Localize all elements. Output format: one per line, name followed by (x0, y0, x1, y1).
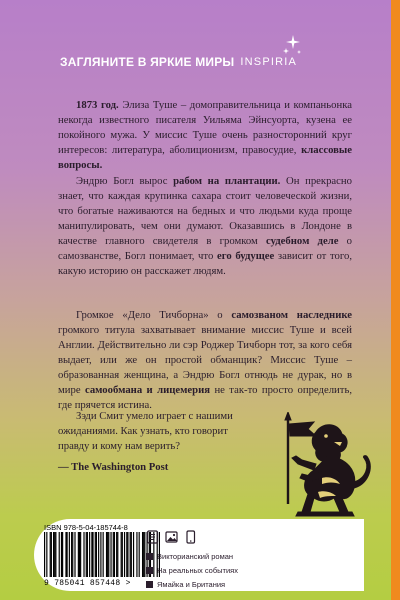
barcode-bar (91, 532, 92, 577)
barcode-bar (110, 532, 111, 577)
tag-item (146, 563, 238, 577)
text-run: Громкое «Дело Тичборна» о (76, 309, 232, 321)
annotation-paragraph-3 (58, 308, 352, 413)
quote-source: — The Washington Post (58, 461, 169, 473)
emphasis-text: рабом на плантации. (173, 175, 281, 187)
emphasis-text: самозваном наследнике (231, 309, 352, 321)
barcode-bar (74, 532, 75, 577)
tag-bullet-icon (146, 567, 153, 574)
image-icon (165, 530, 178, 544)
barcode-bar (107, 532, 108, 577)
barcode-bar (87, 532, 88, 577)
barcode-bar (59, 532, 60, 577)
barcode-bar (124, 532, 125, 577)
barcode-bar (139, 532, 140, 577)
review-quote (58, 409, 258, 475)
quote-text: Зэди Смит умело играет с нашими ожиданиями. Как узнать, кто говорит правду и кому нам верить? (58, 410, 233, 452)
emphasis-text: его будущее (216, 250, 275, 262)
barcode-block (44, 523, 162, 589)
tag-list (146, 549, 238, 591)
barcode-bar (53, 532, 54, 577)
tag-item (146, 549, 238, 563)
barcode-bar (127, 532, 128, 577)
barcode-bar (80, 532, 81, 577)
barcode-bar (114, 532, 115, 577)
series-tagline: ЗАГЛЯНИТЕ В ЯРКИЕ МИРЫ (60, 55, 235, 69)
barcode-bar (92, 532, 93, 577)
barcode-bar (46, 532, 47, 577)
barcode-bar (130, 532, 131, 577)
barcode-bar (79, 532, 80, 577)
barcode-bar (61, 532, 62, 577)
barcode-bar (69, 532, 70, 577)
text-run: Элиза Туше – домоправительница и компаньонка некогда известного писателя Уильяма Эйнсуорта, кузена ее покойного мужа. У миссис Туше очень разносторонний круг интересов: литература, аболиционизм, правосудие, (58, 99, 352, 156)
barcode-bar (106, 532, 107, 577)
text-run: зависит от того, какую историю он расскажет людям. (58, 250, 353, 277)
barcode-bar (108, 532, 109, 577)
barcode-bar (71, 532, 72, 577)
text-run: о самозванстве, Богл понимает, что (58, 235, 353, 262)
heraldic-lion-icon (262, 412, 374, 520)
barcode-bar (143, 532, 144, 577)
barcode-bar (117, 532, 118, 577)
isbn-label: ISBN 978-5-04-185744-8 (44, 523, 128, 532)
barcode-bar (78, 532, 79, 577)
tablet-icon (184, 530, 197, 544)
text-run: Он прекрасно знает, что каждая крупинка сахара стоит человеческой жизни, что богатые наживаются на бедных и что людьми куда проще манипулировать, чем они думают. Оказавшись в Лондоне в качестве главного свидетеля в громком (58, 175, 352, 247)
barcode-bar (89, 532, 90, 577)
barcode-bar (113, 532, 114, 577)
barcode-bar (116, 532, 117, 577)
series-banner (60, 53, 297, 71)
barcode-bar (44, 532, 45, 577)
barcode-bar (67, 532, 68, 577)
barcode-bar (142, 532, 143, 577)
text-run: не так-то просто определить, где прячется истина. (58, 384, 352, 411)
barcode-bar (96, 532, 97, 577)
emphasis-text: судебном деле (266, 235, 339, 247)
barcode-bar (121, 532, 122, 577)
barcode-bar (136, 532, 137, 577)
text-run: громкого титула захватывает внимание миссис Туше и всей Англии. Действительно ли сэр Роджер Тичборн тот, за кого себя выдает, или же он простой обманщик? Миссис Туше – образованная женщина, а Эндрю Богл отнюдь не дурак, но в мире (58, 324, 352, 396)
emphasis-text: 1873 год. (76, 99, 119, 111)
barcode-bar (65, 532, 66, 577)
barcode-bar (51, 532, 52, 577)
orange-edge-stripe (391, 0, 400, 600)
annotation-paragraph-1 (58, 98, 352, 173)
book-icon (146, 530, 159, 544)
tag-label: На реальных событиях (157, 565, 238, 575)
barcode-bar (50, 532, 51, 577)
text-run: Эндрю Богл вырос (76, 175, 174, 187)
info-panel (34, 519, 364, 591)
emphasis-text: самообмана и лицемерия (84, 384, 211, 396)
barcode-bar (54, 532, 55, 577)
barcode-bar (98, 532, 99, 577)
barcode-bar (126, 532, 127, 577)
barcode-digits: 9 785041 857448 > (44, 579, 131, 588)
barcode-bar (131, 532, 132, 577)
barcode-bar (133, 532, 134, 577)
barcode-bar (100, 532, 101, 577)
barcode-bar (83, 532, 84, 577)
barcode-bar (95, 532, 96, 577)
tag-label: Викторианский роман (157, 551, 234, 561)
tag-bullet-icon (146, 553, 153, 560)
tag-item (146, 577, 238, 591)
publisher-brand: INSPIRIA (240, 56, 298, 68)
tag-bullet-icon (146, 581, 153, 588)
barcode (44, 532, 160, 577)
barcode-bar (72, 532, 73, 577)
tag-label: Ямайка и Британия (157, 579, 226, 589)
emphasis-text: классовые вопросы. (58, 144, 352, 171)
annotation-paragraph-2 (58, 174, 352, 279)
barcode-bar (55, 532, 56, 577)
barcode-bar (86, 532, 87, 577)
barcode-bar (103, 532, 104, 577)
barcode-bar (122, 532, 123, 577)
feature-icons (146, 530, 197, 544)
barcode-bar (62, 532, 63, 577)
